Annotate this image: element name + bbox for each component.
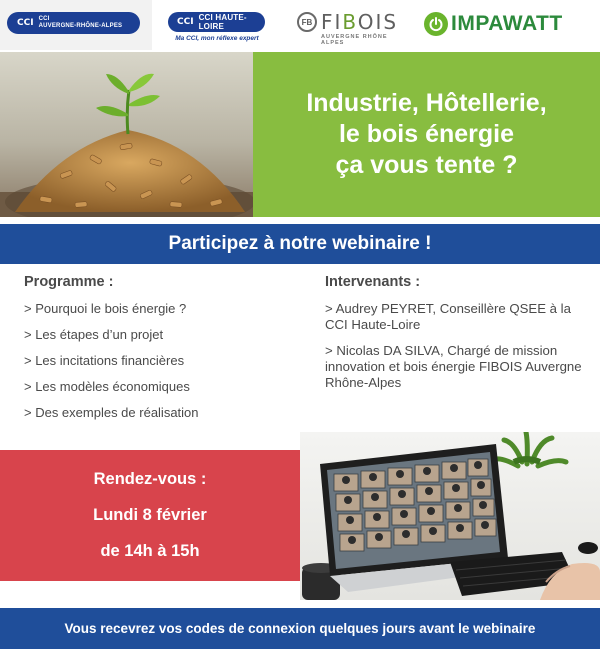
program-item: > Les modèles économiques bbox=[24, 379, 190, 394]
cci-ara-text: CCI AUVERGNE-RHÔNE-ALPES bbox=[38, 16, 123, 29]
fibois-mark: FB bbox=[297, 12, 317, 32]
fibois-wordmark bbox=[321, 10, 398, 34]
hero-panel bbox=[253, 52, 600, 217]
webinar-band-title: Participez à notre webinaire ! bbox=[0, 224, 600, 264]
cci-hl-tagline: Ma CCI, mon réflexe expert bbox=[175, 35, 259, 42]
rendezvous-label: Rendez-vous : bbox=[93, 470, 207, 488]
logo-fibois[interactable] bbox=[297, 9, 399, 46]
logo-cci-auvergne-rhone-alpes[interactable] bbox=[7, 12, 140, 34]
cci-hl-text: CCI HAUTE-LOIRE bbox=[198, 13, 247, 31]
rendezvous-time: de 14h à 15h bbox=[100, 542, 200, 560]
fibois-word-prefix: FI bbox=[321, 10, 343, 34]
rendezvous-date: Lundi 8 février bbox=[93, 506, 207, 524]
fibois-subtitle: AUVERGNE RHÔNE ALPES bbox=[321, 34, 388, 46]
impawatt-wordmark: IMPAWATT bbox=[451, 12, 563, 35]
logo-bar bbox=[0, 0, 600, 50]
cci-ara-mark: CCI bbox=[17, 18, 34, 28]
speakers-heading: Intervenants : bbox=[325, 274, 421, 290]
program-item: > Pourquoi le bois énergie ? bbox=[24, 301, 187, 316]
footer-band: Vous recevrez vos codes de connexion quelques jours avant le webinaire bbox=[0, 608, 600, 649]
hero-title: Industrie, Hôtellerie, le bois énergie ça vous tente ? bbox=[306, 89, 547, 179]
program-item: > Les incitations financières bbox=[24, 353, 185, 368]
power-icon bbox=[424, 12, 448, 36]
wood-pellets-sprout-photo bbox=[0, 52, 253, 217]
laptop-video-conference-photo bbox=[300, 432, 600, 600]
fibois-word-suffix: OIS bbox=[357, 10, 399, 34]
logo-impawatt[interactable] bbox=[424, 9, 592, 39]
rendezvous-panel bbox=[0, 450, 300, 581]
program-list bbox=[24, 298, 284, 428]
speaker-item: > Audrey PEYRET, Conseillère QSEE à la CCI Haute-Loire bbox=[325, 301, 571, 332]
program-item: > Des exemples de réalisation bbox=[24, 405, 199, 420]
program-heading: Programme : bbox=[24, 274, 114, 290]
fibois-word-b: B bbox=[342, 10, 358, 34]
logo-cci-haute-loire[interactable] bbox=[168, 12, 265, 32]
speaker-item: > Nicolas DA SILVA, Chargé de mission innovation et bois énergie FIBOIS Auvergne Rhône-Alpes bbox=[325, 343, 582, 390]
cci-hl-mark: CCI bbox=[177, 17, 194, 27]
program-item: > Les étapes d’un projet bbox=[24, 327, 164, 342]
